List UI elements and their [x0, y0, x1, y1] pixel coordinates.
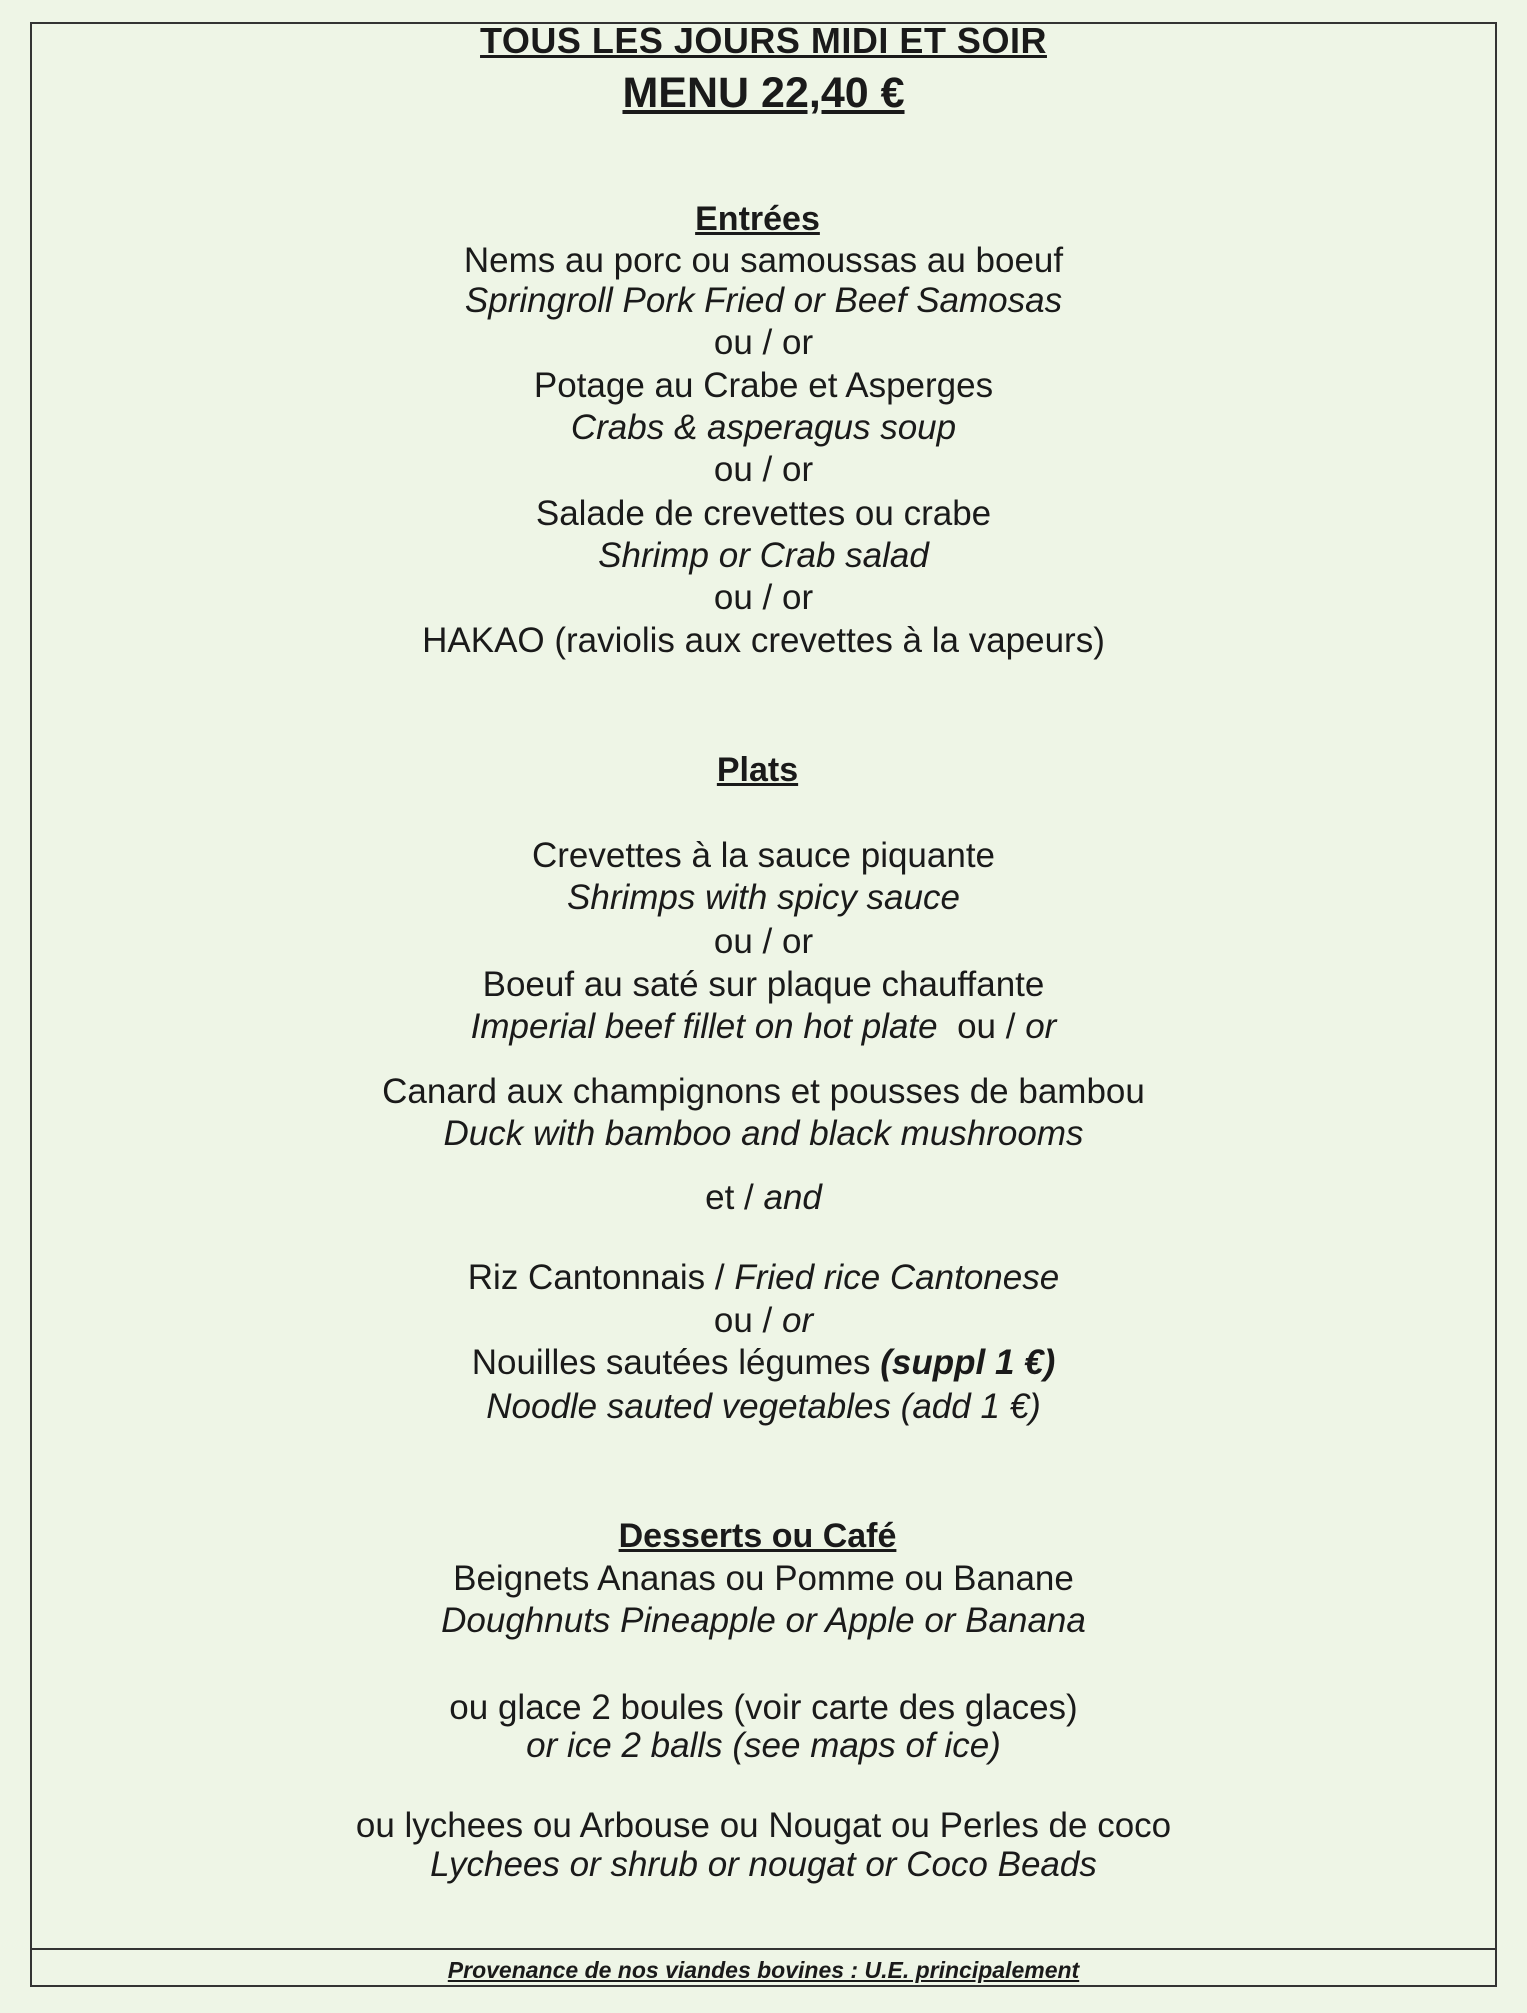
- plat-2-en: Imperial beef fillet on hot plate: [470, 1007, 938, 1046]
- dessert-1-fr: Beignets Ananas ou Pomme ou Banane: [453, 1559, 1074, 1598]
- dessert-2-en: or ice 2 balls (see maps of ice): [526, 1726, 1001, 1765]
- dessert-3-fr: ou lychees ou Arbouse ou Nougat ou Perles de coco: [355, 1806, 1172, 1845]
- entree-3-fr: Salade de crevettes ou crabe: [535, 494, 992, 533]
- plat-or-2-en: or: [782, 1301, 814, 1340]
- plat-or-2-line: [0, 1300, 1527, 1342]
- dessert-1-en: Doughnuts Pineapple or Apple or Banana: [441, 1601, 1086, 1640]
- plat-noodle-en: Noodle sauted vegetables (add 1 €): [486, 1387, 1041, 1426]
- entree-or-3: ou / or: [713, 578, 814, 617]
- plat-2-or-fr: ou /: [957, 1007, 1016, 1046]
- entree-4-fr: HAKAO (raviolis aux crevettes à la vapeurs): [422, 621, 1105, 660]
- menu-price-title: MENU 22,40 €: [622, 69, 905, 117]
- plat-noodle-line: [0, 1342, 1527, 1384]
- plat-3-fr: Canard aux champignons et pousses de bambou: [382, 1072, 1145, 1111]
- plat-rice-en: Fried rice Cantonese: [734, 1258, 1060, 1297]
- plat-1-fr: Crevettes à la sauce piquante: [531, 836, 996, 875]
- plat-noodle-fr: Nouilles sautées légumes: [471, 1343, 871, 1382]
- plat-and-en: and: [763, 1178, 822, 1217]
- footer-divider: [30, 1948, 1497, 1950]
- section-title-entrees: Entrées: [695, 200, 820, 238]
- meat-origin-note: Provenance de nos viandes bovines : U.E. principalement: [447, 1957, 1080, 1983]
- plat-or-2-fr: ou /: [713, 1301, 773, 1340]
- section-title-desserts: Desserts ou Café: [618, 1517, 897, 1555]
- dessert-2-fr: ou glace 2 boules (voir carte des glaces): [449, 1688, 1078, 1727]
- plat-2-en-line: [0, 1006, 1527, 1048]
- section-title-plats: Plats: [716, 751, 799, 789]
- plat-or-1: ou / or: [713, 922, 814, 961]
- schedule-heading: TOUS LES JOURS MIDI ET SOIR: [480, 20, 1047, 61]
- plat-noodle-suppl: (suppl 1 €): [880, 1343, 1056, 1382]
- entree-or-2: ou / or: [713, 450, 814, 489]
- plat-2-or-en: or: [1025, 1007, 1057, 1046]
- entree-or-1: ou / or: [713, 323, 814, 362]
- plat-rice-line: [0, 1257, 1527, 1299]
- entree-2-fr: Potage au Crabe et Asperges: [533, 366, 994, 405]
- plat-1-en: Shrimps with spicy sauce: [567, 878, 960, 917]
- entree-3-en: Shrimp or Crab salad: [598, 536, 929, 575]
- entree-2-en: Crabs & asperagus soup: [570, 408, 957, 447]
- plat-2-fr: Boeuf au saté sur plaque chauffante: [482, 965, 1045, 1004]
- entree-1-fr: Nems au porc ou samoussas au boeuf: [463, 241, 1064, 280]
- plat-3-en: Duck with bamboo and black mushrooms: [443, 1114, 1084, 1153]
- plat-and-fr: et /: [705, 1178, 754, 1217]
- plat-rice-fr: Riz Cantonnais /: [467, 1258, 725, 1297]
- entree-1-en: Springroll Pork Fried or Beef Samosas: [464, 281, 1063, 320]
- dessert-3-en: Lychees or shrub or nougat or Coco Beads: [430, 1845, 1097, 1884]
- plat-and-line: [0, 1177, 1527, 1219]
